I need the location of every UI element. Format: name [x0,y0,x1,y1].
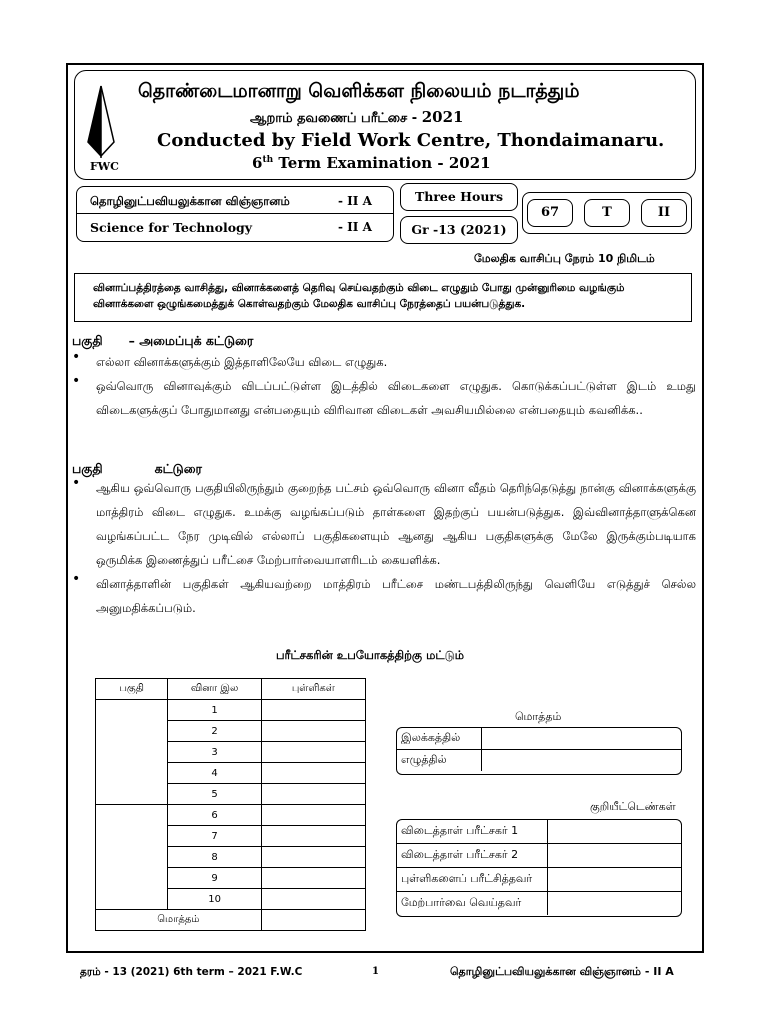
footer-right: தொழினுட்பவியலுக்கான விஞ்ஞானம் - II A [450,965,674,978]
codes-box-title: குறியீட்டெண்கள் [590,800,676,813]
code-letter: T [584,199,630,227]
header-question: வினா இல [168,679,261,700]
supervisor-label: மேற்பார்வை வெய்தவர் [397,892,548,916]
subject-divider [77,213,393,214]
total-digits-label: இலக்கத்தில் [397,728,482,750]
footer-left: தரம் - 13 (2021) 6th term – 2021 F.W.C [80,966,303,978]
duration-box: Three Hours [400,183,518,211]
partB-heading: பகுதி கட்டுரை [72,461,202,476]
marks-cell[interactable] [261,763,365,784]
marks-cell[interactable] [261,805,365,826]
subject-english: Science for Technology [90,220,253,235]
codes-box [396,819,682,917]
total-marks-cell[interactable] [261,910,365,931]
code-paper: II [641,199,687,227]
total-label: மொத்தம் [96,910,262,931]
notice-box [74,273,692,322]
total-box [396,727,682,775]
question-number: 7 [168,826,261,847]
english-title: Conducted by Field Work Centre, Thondaimanaru. [157,130,665,151]
question-number: 2 [168,721,261,742]
total-digits-field[interactable] [482,728,682,750]
question-number: 10 [168,889,261,910]
subject-tamil: தொழினுட்பவியலுக்கான விஞ்ஞானம் [90,194,290,208]
supervisor-field[interactable] [548,892,682,916]
question-number: 3 [168,742,261,763]
marks-cell[interactable] [261,889,365,910]
total-words-field[interactable] [482,750,682,772]
grade-box: Gr -13 (2021) [400,216,518,244]
partB-list [72,476,696,620]
code-number: 67 [527,199,573,227]
tamil-title: தொண்டைமானாறு வெளிக்கள நிலையம் நடாத்தும் [138,80,580,102]
question-number: 4 [168,763,261,784]
marks-checker-field[interactable] [548,868,682,892]
total-box-title: மொத்தம் [515,710,562,723]
reading-time: மேலதிக வாசிப்பு நேரம் 10 நிமிடம் [474,252,655,265]
marks-cell[interactable] [261,868,365,889]
fwc-logo-icon [84,84,118,160]
list-item: • எல்லா வினாக்களுக்கும் இத்தாளிலேயே விடை எழுதுக. [72,349,388,369]
part-cell-2 [96,805,168,910]
question-number: 1 [168,700,261,721]
partA-heading: பகுதி – அமைப்புக் கட்டுரை [72,333,254,348]
subject-english-code: - II A [338,220,372,234]
total-words-label: எழுத்தில் [397,750,482,772]
list-item: • வினாத்தாளின் பகுதிகள் ஆகியவற்றை மாத்திரம் பரீட்சை மண்டபத்திலிருந்து வெளியே எடுத்துச் செல்ல அனுமதிக்கப்படும். [72,571,696,615]
marks-cell[interactable] [261,826,365,847]
examiner-2-field[interactable] [548,844,682,868]
header-part: பகுதி [96,679,168,700]
question-number: 6 [168,805,261,826]
examiner-1-label: விடைத்தாள் பரீட்சகர் 1 [397,820,548,844]
marks-cell[interactable] [261,742,365,763]
list-item: • ஒவ்வொரு வினாவுக்கும் விடப்பட்டுள்ள இடத்தில் விடைகளை எழுதுக. கொடுக்கப்பட்டுள்ள இடம் உமது விடைகளுக்குப் போதுமானது என்பதையும் விரிவான விடைகள் அவசியமில்லை என்பதையும் கவனிக்க.. [72,373,696,417]
marks-table [95,678,366,931]
marks-cell[interactable] [261,847,365,868]
list-item: • ஆகிய ஒவ்வொரு பகுதியிலிருந்தும் குறைந்த பட்சம் ஒவ்வொரு வினா வீதம் தெரிந்தெடுத்து நான்கு வினாக்களுக்கு மாத்திரம் விடை எழுதுக. உமக்கு வழங்கப்படும் தாள்களை இதற்குப் பயன்படுத்துக. இவ்வினாத்தாளுக்கென வழங்கப்பட்ட நேர முடிவில் எல்லாப் பகுதிகளையும் ஆனது ஆகிய பகுதிகளுக்கு மேலே இருக்கும்படியாக ஒருமிக்க இணைத்துப் பரீட்சை மேற்பார்வையாளரிடம் கையளிக்க. [72,475,696,567]
page-number: 1 [372,966,379,977]
question-number: 8 [168,847,261,868]
marks-cell[interactable] [261,700,365,721]
part-cell-1 [96,700,168,805]
examiner-use-heading: பரீட்சகரின் உபயோகத்திற்கு மட்டும் [276,648,465,662]
marks-cell[interactable] [261,721,365,742]
marks-cell[interactable] [261,784,365,805]
subject-tamil-code: - II A [338,194,372,208]
notice-text: வினாப்பத்திரத்தை வாசித்து, வினாக்களைத் தெரிவு செய்வதற்கும் விடை எழுதும் போது முன்னுரிமை வழங்கும் வினாக்களை ஒழுங்கமைத்துக் கொள்வதற்கும் மேலதிக வாசிப்பு நேரத்தைப் பயன்படுத்துக. [93,282,625,310]
partA-list [72,350,696,422]
header-marks: புள்ளிகள் [261,679,365,700]
question-number: 9 [168,868,261,889]
examiner-2-label: விடைத்தாள் பரீட்சகர் 2 [397,844,548,868]
question-number: 5 [168,784,261,805]
marks-checker-label: புள்ளிகளைப் பரீட்சித்தவர் [397,868,548,892]
tamil-exam-title: ஆறாம் தவணைப் பரீட்சை - 2021 [250,108,464,126]
logo-label: FWC [90,160,119,173]
examiner-1-field[interactable] [548,820,682,844]
exam-title: 6th Term Examination - 2021 [252,154,491,172]
